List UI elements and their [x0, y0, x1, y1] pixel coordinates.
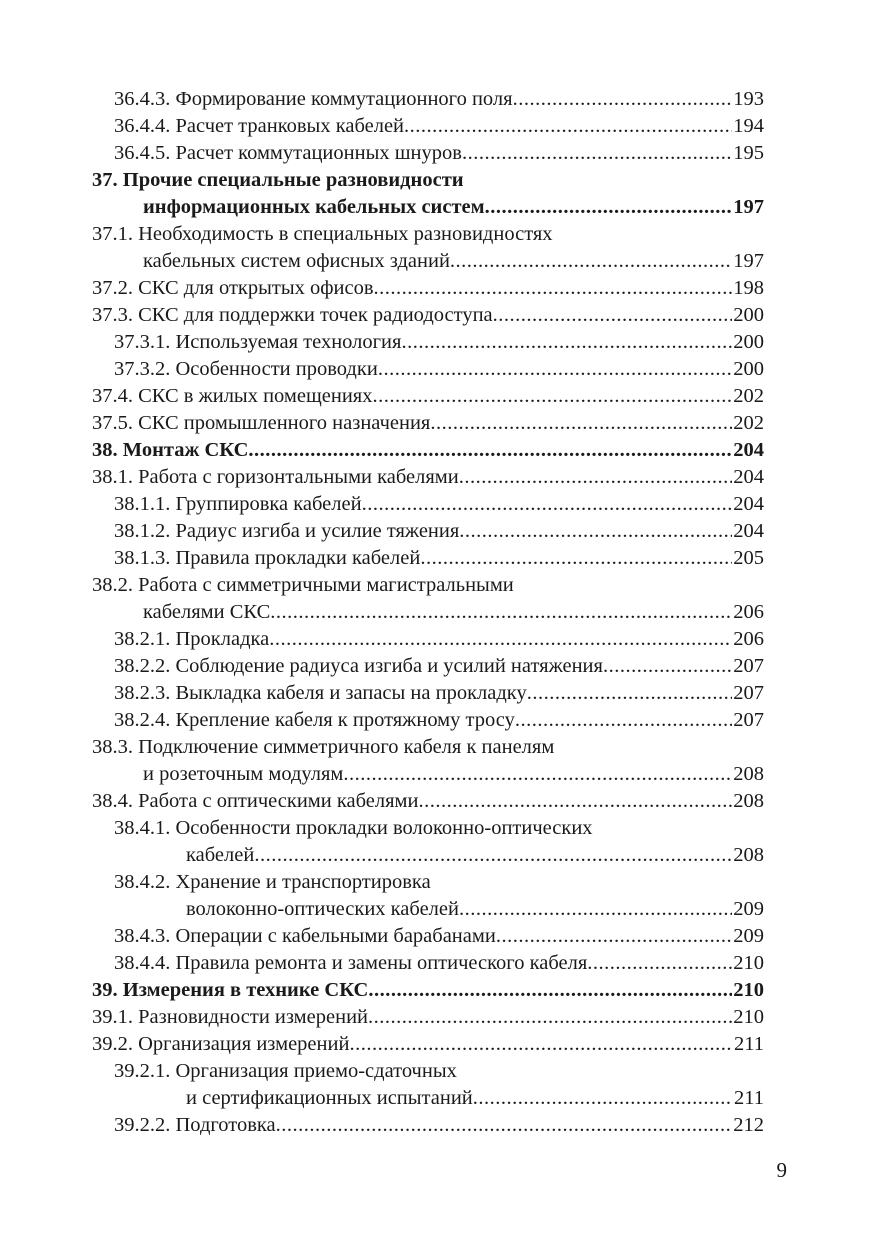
toc-entry-page: 202	[733, 412, 764, 434]
dot-leader	[430, 410, 732, 437]
toc-entry-title: 38.1. Работа с горизонтальными кабелями	[92, 466, 459, 488]
toc-entry-page: 204	[733, 439, 764, 461]
toc-entry	[92, 356, 764, 383]
dot-leader	[248, 437, 732, 464]
page-number: 9	[776, 1158, 787, 1182]
dot-leader	[404, 113, 732, 140]
toc-entry-page: 200	[733, 304, 764, 326]
toc-entry	[92, 248, 764, 275]
toc-entry	[92, 275, 764, 302]
toc-entry-page: 208	[733, 844, 764, 866]
dot-leader	[420, 545, 732, 572]
dot-leader	[459, 518, 732, 545]
toc-entry	[92, 410, 764, 437]
toc-entry-title: волоконно-оптических кабелей	[186, 898, 459, 920]
toc-entry	[92, 383, 764, 410]
dot-leader	[418, 788, 732, 815]
dot-leader	[378, 356, 732, 383]
toc-entry	[92, 653, 764, 680]
toc-entry	[92, 599, 764, 626]
dot-leader	[362, 491, 733, 518]
toc-entry-title: и розеточным модулям	[143, 763, 344, 785]
toc-entry-title: 37.3.1. Используемая технология	[114, 331, 402, 353]
toc-entry-page: 204	[733, 493, 764, 515]
toc-entry-title: 37.5. СКС промышленного назначения	[92, 412, 431, 434]
dot-leader	[343, 761, 732, 788]
toc-entry	[92, 680, 764, 707]
toc-entry-page: 204	[733, 466, 764, 488]
dot-leader	[496, 923, 732, 950]
dot-leader	[276, 1112, 733, 1139]
toc-entry	[92, 329, 764, 356]
toc-entry-title: 38.1.2. Радиус изгиба и усилие тяжения	[114, 520, 460, 542]
toc-entry-title: 38.2.2. Соблюдение радиуса изгиба и усилий натяжения	[114, 655, 603, 677]
toc-entry	[92, 815, 764, 842]
toc-entry-title: 38.4.4. Правила ремонта и замены оптического кабеля	[114, 952, 588, 974]
toc-entry-title: 37.3.2. Особенности проводки	[114, 358, 378, 380]
dot-leader	[603, 653, 732, 680]
toc-entry-page: 208	[733, 790, 764, 812]
dot-leader	[485, 194, 733, 221]
toc-entry-page: 194	[733, 115, 764, 137]
toc-entry-title: 39.2.1. Организация приемо-сдаточных	[114, 1060, 457, 1082]
toc-entry	[92, 1031, 764, 1058]
toc-entry-page: 200	[733, 331, 764, 353]
toc-entry	[92, 842, 764, 869]
toc-entry-page: 209	[733, 898, 764, 920]
toc-entry-page: 206	[733, 628, 764, 650]
dot-leader	[349, 1031, 733, 1058]
toc-entry	[92, 194, 764, 221]
dot-leader	[587, 950, 732, 977]
toc-entry-title: 39. Измерения в технике СКС	[92, 979, 369, 1001]
table-of-contents	[92, 86, 764, 1139]
dot-leader	[527, 680, 733, 707]
dot-leader	[254, 842, 732, 869]
toc-entry-title: кабелями СКС	[143, 601, 271, 623]
dot-leader	[513, 86, 733, 113]
toc-entry-page: 212	[733, 1114, 764, 1136]
toc-entry-title: 38.4. Работа с оптическими кабелями	[92, 790, 419, 812]
toc-entry-title: 38.2. Работа с симметричными магистральными	[92, 574, 514, 596]
toc-entry-title: кабелей	[186, 844, 255, 866]
toc-entry-page: 197	[733, 196, 764, 218]
toc-entry	[92, 950, 764, 977]
toc-entry-title: 37.4. СКС в жилых помещениях	[92, 385, 373, 407]
toc-entry-title: 37.2. СКС для открытых офисов	[92, 277, 374, 299]
toc-entry-page: 193	[733, 88, 764, 110]
toc-entry	[92, 788, 764, 815]
toc-entry	[92, 1112, 764, 1139]
dot-leader	[459, 464, 733, 491]
toc-entry	[92, 1085, 764, 1112]
toc-entry-page: 207	[733, 709, 764, 731]
toc-entry	[92, 572, 764, 599]
dot-leader	[515, 707, 732, 734]
toc-entry-title: 36.4.3. Формирование коммутационного поля	[114, 88, 513, 110]
toc-entry-title: 38.1.1. Группировка кабелей	[114, 493, 362, 515]
toc-entry-title: 38.2.4. Крепление кабеля к протяжному тросу	[114, 709, 515, 731]
dot-leader	[462, 140, 732, 167]
toc-entry-title: 38.4.3. Операции с кабельными барабанами	[114, 925, 496, 947]
dot-leader	[493, 302, 733, 329]
toc-entry-page: 198	[733, 277, 764, 299]
toc-entry-page: 207	[733, 655, 764, 677]
toc-entry-page: 210	[733, 1006, 764, 1028]
toc-entry	[92, 86, 764, 113]
toc-entry-page: 208	[733, 763, 764, 785]
toc-entry-title: 36.4.5. Расчет коммутационных шнуров	[114, 142, 462, 164]
toc-entry-title: 37.1. Необходимость в специальных разновидностях	[92, 223, 553, 245]
toc-entry	[92, 113, 764, 140]
toc-entry	[92, 707, 764, 734]
toc-entry	[92, 167, 764, 194]
toc-entry-title: 38.4.1. Особенности прокладки волоконно-оптических	[114, 817, 593, 839]
toc-entry-title: 37.3. СКС для поддержки точек радиодоступа	[92, 304, 493, 326]
toc-entry-title: 39.2.2. Подготовка	[114, 1114, 276, 1136]
toc-entry-page: 205	[733, 547, 764, 569]
toc-entry-title: информационных кабельных систем	[143, 196, 485, 218]
toc-entry	[92, 977, 764, 1004]
dot-leader	[401, 329, 732, 356]
dot-leader	[372, 383, 732, 410]
toc-entry	[92, 302, 764, 329]
toc-entry	[92, 140, 764, 167]
toc-entry	[92, 518, 764, 545]
toc-entry	[92, 464, 764, 491]
toc-entry-title: 39.2. Организация измерений	[92, 1033, 350, 1055]
toc-entry-title: 38.2.3. Выкладка кабеля и запасы на прокладку	[114, 682, 527, 704]
toc-entry-page: 209	[733, 925, 764, 947]
toc-entry-title: 38.4.2. Хранение и транспортировка	[114, 871, 431, 893]
toc-entry-title: 38. Монтаж СКС	[92, 439, 249, 461]
dot-leader	[368, 1004, 732, 1031]
dot-leader	[459, 896, 732, 923]
dot-leader	[368, 977, 732, 1004]
toc-entry-page: 210	[733, 979, 764, 1001]
toc-entry	[92, 1004, 764, 1031]
toc-entry-page: 207	[733, 682, 764, 704]
toc-entry-title: и сертификационных испытаний	[186, 1087, 473, 1109]
toc-entry-page: 202	[733, 385, 764, 407]
toc-entry	[92, 923, 764, 950]
dot-leader	[269, 626, 732, 653]
toc-entry-title: 38.2.1. Прокладка	[114, 628, 270, 650]
toc-entry	[92, 734, 764, 761]
toc-entry-page: 206	[733, 601, 764, 623]
dot-leader	[270, 599, 732, 626]
toc-entry-title: кабельных систем офисных зданий	[143, 250, 450, 272]
toc-entry-title: 39.1. Разновидности измерений	[92, 1006, 369, 1028]
toc-entry	[92, 869, 764, 896]
toc-entry-title: 38.3. Подключение симметричного кабеля к панелям	[92, 736, 555, 758]
toc-entry-page: 195	[733, 142, 764, 164]
dot-leader	[473, 1085, 733, 1112]
dot-leader	[374, 275, 733, 302]
toc-entry	[92, 491, 764, 518]
toc-entry-page: 204	[733, 520, 764, 542]
toc-entry	[92, 437, 764, 464]
toc-entry	[92, 545, 764, 572]
toc-entry-page: 211	[734, 1087, 764, 1109]
toc-entry	[92, 761, 764, 788]
toc-entry-page: 210	[733, 952, 764, 974]
toc-entry-title: 38.1.3. Правила прокладки кабелей	[114, 547, 421, 569]
toc-entry-page: 200	[733, 358, 764, 380]
toc-entry	[92, 896, 764, 923]
toc-entry-page: 211	[734, 1033, 764, 1055]
toc-entry	[92, 1058, 764, 1085]
toc-entry-page: 197	[733, 250, 764, 272]
toc-entry-title: 37. Прочие специальные разновидности	[92, 169, 464, 191]
dot-leader	[450, 248, 732, 275]
toc-entry	[92, 221, 764, 248]
toc-entry	[92, 626, 764, 653]
toc-entry-title: 36.4.4. Расчет транковых кабелей	[114, 115, 405, 137]
